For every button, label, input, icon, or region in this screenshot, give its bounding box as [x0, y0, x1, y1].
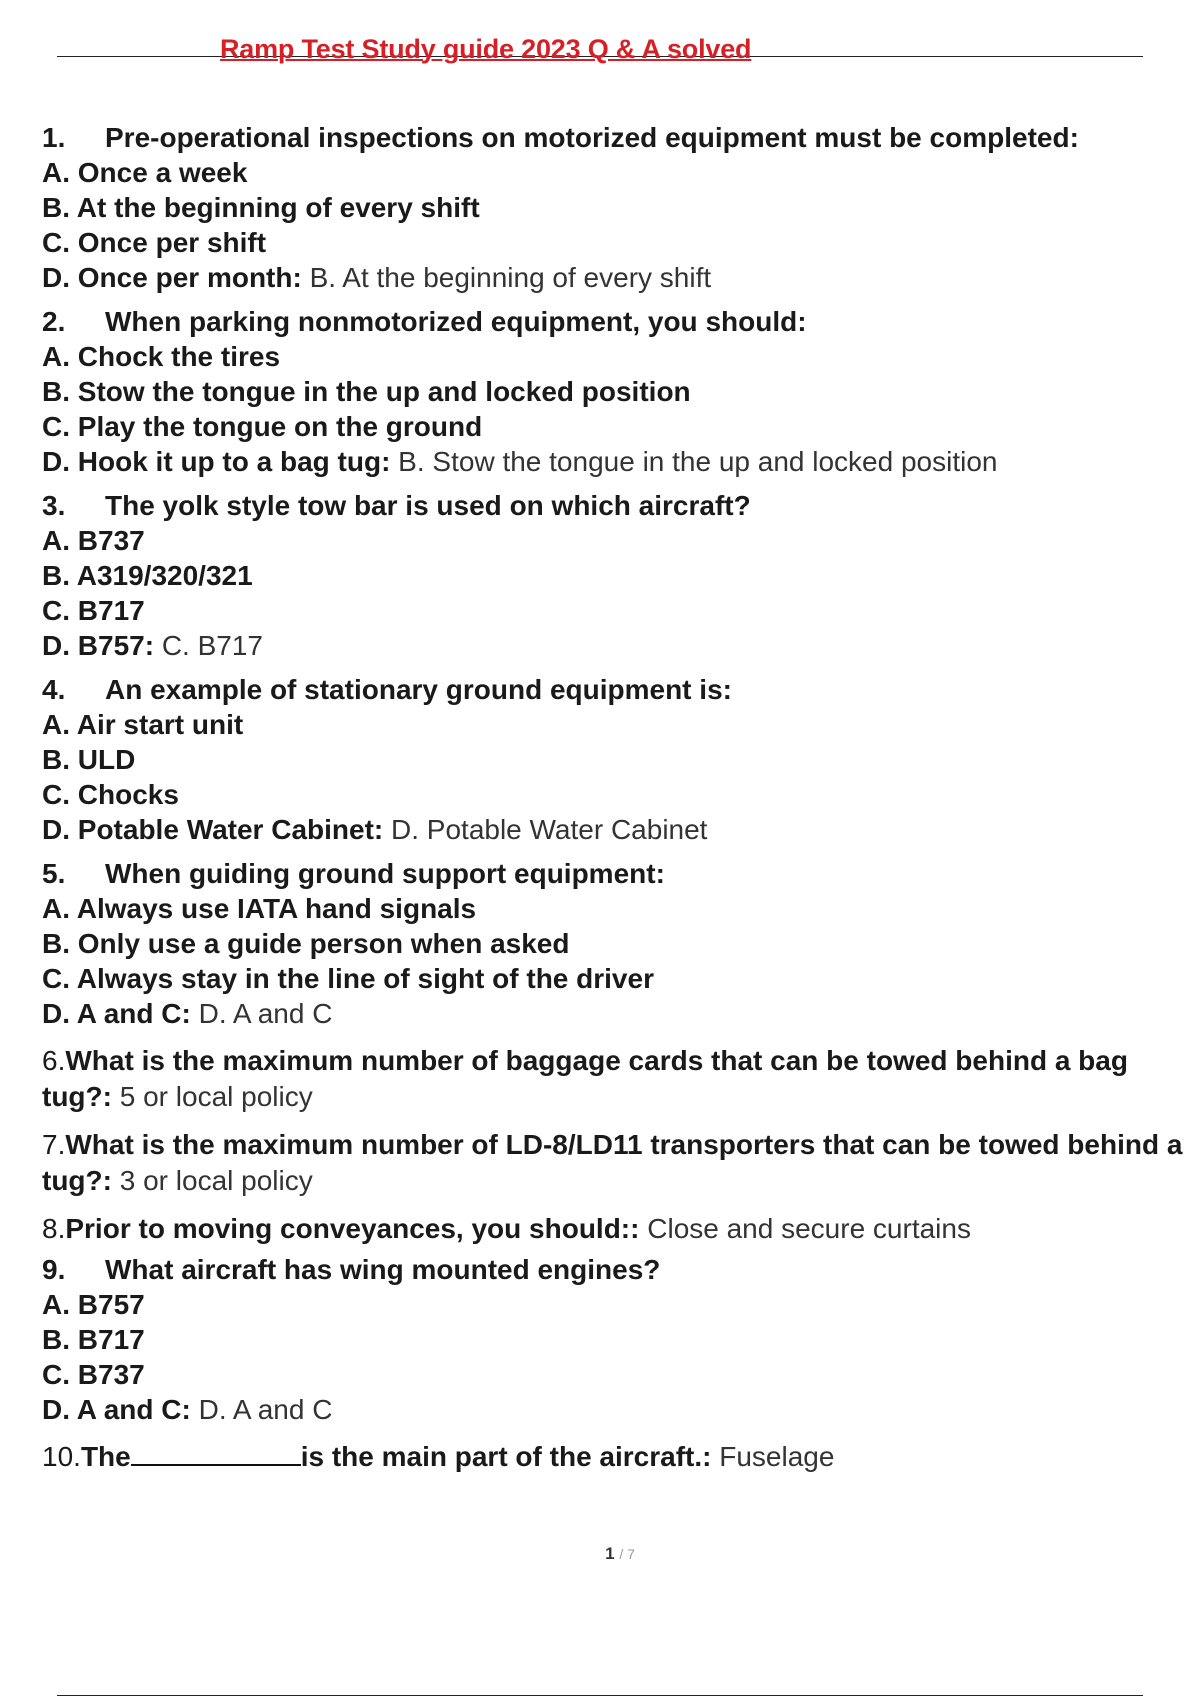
option-a: A. B737	[42, 525, 145, 556]
header	[57, 34, 1143, 64]
option-c: C. Always stay in the line of sight of the driver	[42, 963, 654, 994]
option-b: B. B717	[42, 1324, 145, 1355]
option-a: A. Once a week	[42, 157, 248, 188]
option-d: D. Potable Water Cabinet:	[42, 814, 384, 845]
question-6	[42, 1043, 1152, 1115]
question-text: When parking nonmotorized equipment, you should:	[105, 306, 807, 337]
question-number: 8.	[42, 1213, 66, 1244]
question-number: 9.	[42, 1254, 66, 1285]
option-b: B. Only use a guide person when asked	[42, 928, 570, 959]
question-text-before: The	[80, 1441, 131, 1472]
answer: 3 or local policy	[111, 1165, 313, 1196]
option-a: A. Always use IATA hand signals	[42, 893, 477, 924]
page-total: / 7	[619, 1546, 635, 1562]
footer-rule	[57, 1695, 1143, 1696]
option-d: D. A and C:	[42, 1394, 191, 1425]
answer: D. A and C	[190, 998, 333, 1029]
question-number: 1.	[42, 122, 66, 153]
question-9	[42, 1253, 1192, 1427]
question-number: 6.	[42, 1045, 66, 1076]
question-text: When guiding ground support equipment:	[105, 858, 665, 889]
questions-list	[42, 121, 1192, 1475]
answer: B. Stow the tongue in the up and locked position	[390, 446, 998, 477]
question-number: 5.	[42, 858, 66, 889]
question-number: 7.	[42, 1129, 66, 1160]
question-text: What aircraft has wing mounted engines?	[105, 1254, 661, 1285]
answer: Close and secure curtains	[639, 1213, 971, 1244]
question-text: What is the maximum number of baggage cards that can be towed behind a bag tug?:	[42, 1045, 1128, 1112]
option-d: D. Hook it up to a bag tug:	[42, 446, 391, 477]
fill-in-blank	[131, 1440, 301, 1466]
question-text: What is the maximum number of LD-8/LD11 transporters that can be towed behind a tug?:	[42, 1129, 1183, 1196]
option-d: D. A and C:	[42, 998, 191, 1029]
question-text: An example of stationary ground equipment is:	[105, 674, 732, 705]
question-number: 2.	[42, 306, 66, 337]
option-c: C. Chocks	[42, 779, 179, 810]
question-text: Pre-operational inspections on motorized equipment must be completed:	[105, 122, 1079, 153]
question-8	[42, 1211, 1192, 1247]
question-3	[42, 489, 1192, 663]
option-a: A. B757	[42, 1289, 145, 1320]
answer: Fuselage	[711, 1441, 835, 1472]
answer: B. At the beginning of every shift	[301, 262, 712, 293]
question-number: 3.	[42, 490, 66, 521]
option-d: D. B757:	[42, 630, 155, 661]
option-b: B. Stow the tongue in the up and locked position	[42, 376, 691, 407]
option-b: B. A319/320/321	[42, 560, 253, 591]
answer: D. A and C	[190, 1394, 333, 1425]
document-title: Ramp Test Study guide 2023 Q & A solved	[220, 34, 752, 64]
option-d: D. Once per month:	[42, 262, 302, 293]
option-a: A. Chock the tires	[42, 341, 281, 372]
option-c: C. B717	[42, 595, 145, 626]
question-2	[42, 305, 1192, 479]
question-text: The yolk style tow bar is used on which aircraft?	[105, 490, 751, 521]
question-number: 4.	[42, 674, 66, 705]
question-10	[42, 1439, 1192, 1475]
option-c: C. Play the tongue on the ground	[42, 411, 483, 442]
question-text-after: is the main part of the aircraft.:	[300, 1441, 712, 1472]
question-7	[42, 1127, 1192, 1199]
option-c: C. B737	[42, 1359, 145, 1390]
answer: C. B717	[154, 630, 263, 661]
question-4	[42, 673, 1192, 847]
question-1	[42, 121, 1192, 295]
option-a: A. Air start unit	[42, 709, 244, 740]
page-indicator	[0, 1544, 1200, 1564]
answer: 5 or local policy	[111, 1081, 313, 1112]
page-current: 1	[605, 1544, 615, 1563]
option-b: B. ULD	[42, 744, 136, 775]
question-text: Prior to moving conveyances, you should::	[65, 1213, 640, 1244]
option-c: C. Once per shift	[42, 227, 267, 258]
question-5	[42, 857, 1192, 1031]
option-b: B. At the beginning of every shift	[42, 192, 480, 223]
answer: D. Potable Water Cabinet	[383, 814, 708, 845]
question-number: 10.	[42, 1441, 81, 1472]
